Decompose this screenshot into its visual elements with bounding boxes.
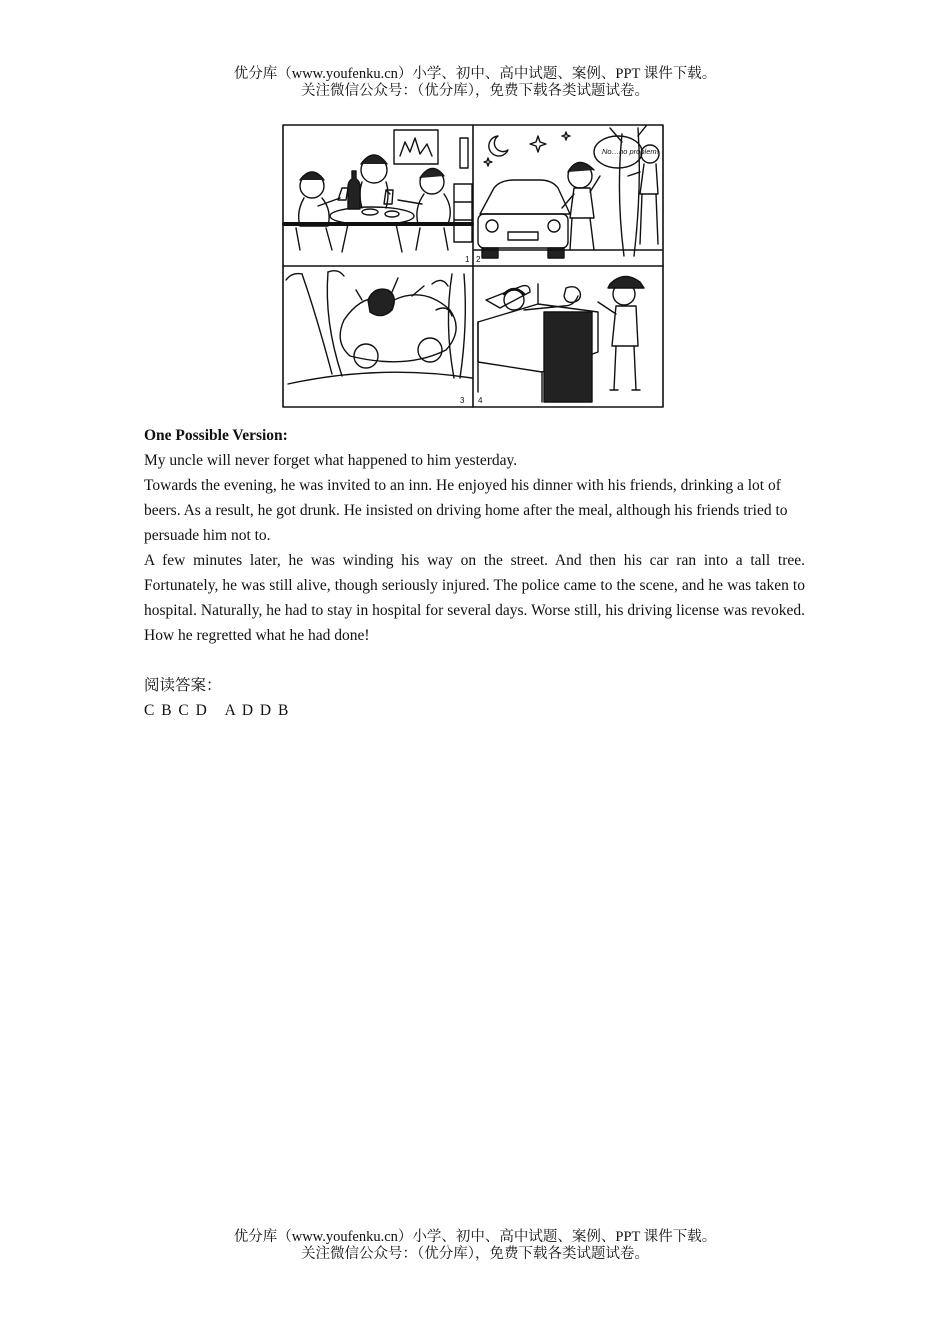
essay-heading: One Possible Version: bbox=[144, 427, 288, 444]
essay-paragraph-2: Towards the evening, he was invited to an inn. He enjoyed his dinner with his friends, drinking a lot of beers. As a result, he got drunk. He insisted on driving home after the meal, although his friends tried to persuade him not to. bbox=[144, 477, 788, 544]
panel-2-car bbox=[474, 126, 662, 258]
essay-paragraph-1: My uncle will never forget what happened to him yesterday. bbox=[144, 452, 518, 469]
footer-line-1: 优分库（www.youfenku.cn）小学、初中、高中试题、案例、PPT 课件下载。 bbox=[233, 1229, 717, 1245]
essay-content bbox=[144, 423, 805, 723]
page-header bbox=[0, 66, 950, 100]
panel-1-dinner bbox=[284, 130, 472, 252]
speech-bubble-text: No…no problem! bbox=[602, 147, 659, 156]
footer-line-2: 关注微信公众号：（优分库），免费下载各类试题试卷。 bbox=[301, 1246, 649, 1262]
spacer bbox=[144, 648, 805, 673]
page-footer bbox=[0, 1229, 950, 1263]
comic-illustration bbox=[282, 124, 664, 408]
header-line-2: 关注微信公众号：（优分库），免费下载各类试题试卷。 bbox=[301, 83, 649, 99]
header-line-1: 优分库（www.youfenku.cn）小学、初中、高中试题、案例、PPT 课件下载。 bbox=[233, 66, 717, 82]
answers-values: C B C D A D D B bbox=[144, 702, 290, 719]
essay-paragraph-3: A few minutes later, he was winding his way on the street. And then his car ran into a tall tree. Fortunately, he was still alive, though seriously injured. The police came to the scene, and he was taken to hospital. Naturally, he had to stay in hospital for several days. Worse still, his driving license was revoked. How he regretted what he had done! bbox=[144, 552, 805, 644]
panel-4-number: 4 bbox=[478, 396, 483, 405]
panel-4-hospital bbox=[478, 276, 644, 402]
panel-3-crash bbox=[286, 271, 472, 384]
panel-1-number: 1 bbox=[465, 255, 470, 264]
panel-2-number: 2 bbox=[476, 255, 481, 264]
answers-label: 阅读答案： bbox=[144, 677, 222, 694]
panel-3-number: 3 bbox=[460, 396, 465, 405]
